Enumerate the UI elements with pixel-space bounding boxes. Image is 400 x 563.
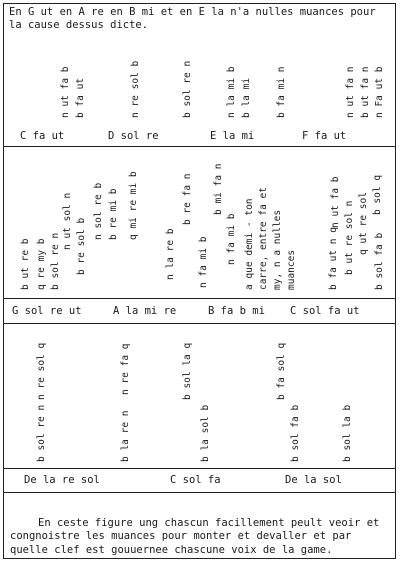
top-col-6a: n ut fa n: [345, 66, 356, 118]
mid-col-3b: b re mi b: [108, 188, 119, 240]
top-col-1a: n ut fa b: [60, 66, 71, 118]
mid-col-6a: b mi fa n: [213, 163, 224, 215]
mid-col-7b: a que demi - ton: [244, 198, 255, 290]
mid-col-7c: carre, entre fa et: [258, 187, 269, 290]
label-c-sol-fa: C sol fa: [170, 474, 221, 486]
mid-col-4a: q mi re mi b: [128, 171, 139, 240]
top-col-1b: b fa ut: [75, 77, 86, 118]
mid-col-1c: b sol re n: [50, 232, 61, 290]
divider-row1: [3, 146, 396, 147]
low-col-4b: b sol fa b: [290, 404, 301, 462]
mid-col-8a: n ut fa b: [330, 176, 341, 228]
mid-col-8b: b fa ut n q: [328, 227, 339, 290]
label-de-la-re-sol: De la re sol: [24, 474, 100, 486]
low-col-4a: b fa sol q: [276, 342, 287, 400]
top-col-4a: n la mi b: [226, 66, 237, 118]
low-col-2b: b la re n: [120, 410, 131, 462]
mid-col-5a: b re fa n: [182, 173, 193, 225]
label-f-fa-ut: F fa ut: [302, 130, 347, 142]
mid-col-6b: n fa mi b: [226, 213, 237, 265]
top-col-3: b sol re n: [182, 60, 193, 118]
top-col-5: b fa mi n: [276, 66, 287, 118]
divider-row2-top: [3, 298, 396, 299]
mid-col-2a: n ut sol n: [62, 192, 73, 250]
mid-col-1b: q re my b: [36, 238, 47, 290]
low-col-3a: b sol la q: [182, 342, 193, 400]
low-col-3b: b la sol b: [200, 404, 211, 462]
label-d-sol-re: D sol re: [108, 130, 159, 142]
top-col-2: n re sol b: [130, 60, 141, 118]
low-col-1a: n re sol q: [36, 342, 47, 400]
footer-text: En ceste figure ung chascun facillement peult veoir et congnoistre les muances pour monter et devaller et par quelle clef est gouuernee chascune voix de la game.: [10, 516, 380, 556]
top-col-7: n Fa ut b: [374, 66, 385, 118]
label-g-sol-re-ut: G sol re ut: [12, 305, 82, 317]
label-c-fa-ut: C fa ut: [20, 130, 65, 142]
label-b-fa-b-mi: B fa b mi: [208, 305, 265, 317]
mid-col-11b: b sol fa b: [374, 232, 385, 290]
top-col-6b: b ut fa n: [360, 66, 371, 118]
label-de-la-sol: De la sol: [285, 474, 342, 486]
mid-col-2b: b re sol b: [76, 217, 87, 275]
label-a-la-mi-re: A la mi re: [113, 305, 177, 317]
mid-col-5b: n fa mi b: [198, 236, 209, 288]
label-e-la-mi: E la mi: [210, 130, 255, 142]
divider-row3-top: [3, 468, 396, 469]
mid-col-7e: muances: [286, 249, 297, 290]
mid-col-3a: n sol re b: [93, 182, 104, 240]
mid-col-1a: b ut re b: [20, 238, 31, 290]
divider-row3-bottom: [3, 492, 396, 493]
mid-col-9a: b ut re sol n: [344, 200, 355, 275]
top-col-4b: b la mi: [241, 77, 252, 118]
intro-text: En G ut en A re en B mi et en E la n'a nulles muances pour la cause dessus dicte.: [9, 6, 376, 31]
divider-row2-bottom: [3, 323, 396, 324]
label-c-sol-fa-ut: C sol fa ut: [290, 305, 360, 317]
mid-col-7d: my, n a nulles: [272, 209, 283, 290]
low-col-1b: b sol re n: [36, 404, 47, 462]
mid-col-11a: b sol q: [372, 174, 383, 215]
mid-col-4b: n la re b: [165, 228, 176, 280]
low-col-5: b sol la b: [342, 404, 353, 462]
low-col-2a: n re fa q: [120, 343, 131, 395]
mid-col-10a: q ut re sol: [358, 192, 369, 255]
